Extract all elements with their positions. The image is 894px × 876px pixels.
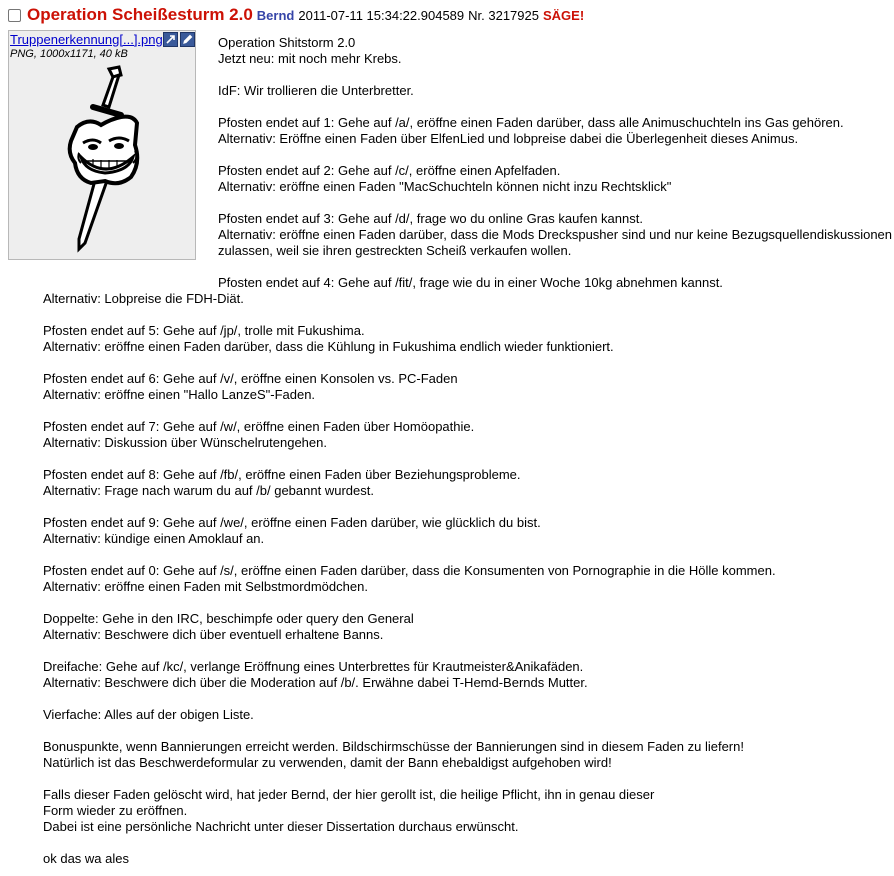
message-line: Dreifache: Gehe auf /kc/, verlange Eröffnung eines Unterbrettes für Krautmeister&Anikafäden.: [43, 659, 584, 674]
message-line: Pfosten endet auf 1: Gehe auf /a/, eröffne einen Faden darüber, dass alle Animuschuchteln ins Gas gehören.: [218, 115, 844, 130]
message-line: Alternativ: Beschwere dich über eventuell erhaltene Banns.: [43, 627, 384, 642]
message-line: Vierfache: Alles auf der obigen Liste.: [43, 707, 254, 722]
post-date: 2011-07-11 15:34:22.904589: [298, 7, 465, 23]
file-name-link[interactable]: Truppenerkennung[...].png: [10, 32, 163, 47]
message-line: Alternativ: kündige einen Amoklauf an.: [43, 531, 265, 546]
blank-line: [43, 259, 893, 275]
post-header: [8, 4, 584, 26]
blank-line: [43, 499, 893, 515]
blank-line: [43, 771, 893, 787]
message-line: Pfosten endet auf 2: Gehe auf /c/, eröffne einen Apfelfaden.: [218, 163, 561, 178]
blank-line: [43, 403, 893, 419]
blank-line: [43, 451, 893, 467]
message-line: Alternativ: eröffne einen Faden mit Selbstmordmödchen.: [43, 579, 368, 594]
post-subject: Operation Scheißesturm 2.0: [27, 5, 253, 24]
message-line: Alternativ: Diskussion über Wünschelrutengehen.: [43, 435, 327, 450]
message-line: Pfosten endet auf 9: Gehe auf /we/, eröffne einen Faden darüber, wie glücklich du bist.: [43, 515, 541, 530]
blank-line: [43, 723, 893, 739]
message-line: Natürlich ist das Beschwerdeformular zu verwenden, damit der Bann ehebaldigst aufgehoben wird!: [43, 755, 612, 770]
message-line: Operation Shitstorm 2.0: [218, 35, 356, 50]
blank-line: [43, 99, 893, 115]
message-line: Alternativ: Beschwere dich über die Moderation auf /b/. Erwähne dabei T-Hemd-Bernds Mutter.: [43, 675, 588, 690]
message-line: Bonuspunkte, wenn Bannierungen erreicht werden. Bildschirmschüsse der Bannierungen sind in diesem Faden zu liefern!: [43, 739, 744, 754]
message-line: ok das wa ales: [43, 851, 129, 866]
sage-label: SÄGE!: [542, 7, 585, 23]
blank-line: [43, 691, 893, 707]
message-line: Alternativ: eröffne einen Faden darüber, dass die Kühlung in Fukushima endlich wieder funktioniert.: [43, 339, 614, 354]
message-line: Alternativ: Lobpreise die FDH-Diät.: [43, 291, 244, 306]
message-line: Pfosten endet auf 3: Gehe auf /d/, frage wo du online Gras kaufen kannst.: [218, 211, 643, 226]
message-line: Alternativ: eröffne einen Faden "MacSchuchteln können nicht inzu Rechtsklick": [218, 179, 672, 194]
message-line: Pfosten endet auf 5: Gehe auf /jp/, trolle mit Fukushima.: [43, 323, 365, 338]
message-line: Doppelte: Gehe in den IRC, beschimpfe oder query den General: [43, 611, 414, 626]
poster-name: Bernd: [256, 7, 295, 23]
blank-line: [43, 195, 893, 211]
message-line: Jetzt neu: mit noch mehr Krebs.: [218, 51, 402, 66]
message-line: Falls dieser Faden gelöscht wird, hat jeder Bernd, der hier gerollt ist, die heilige Pflicht, ihn in genau dieser: [43, 787, 655, 802]
message-line: Alternativ: Frage nach warum du auf /b/ gebannt wurdest.: [43, 483, 374, 498]
message-line: Dabei ist eine persönliche Nachricht unter dieser Dissertation durchaus erwünscht.: [43, 819, 519, 834]
message-line: Pfosten endet auf 0: Gehe auf /s/, eröffne einen Faden darüber, dass die Konsumenten von Pornographie in die Hölle kommen.: [43, 563, 776, 578]
blank-line: [43, 147, 893, 163]
message-line: Alternativ: eröffne einen "Hallo LanzeS"-Faden.: [43, 387, 316, 402]
blank-line: [43, 547, 893, 563]
message-line: Alternativ: eröffne einen Faden darüber, dass die Mods Dreckspusher sind und nur keine Bezugsquellendiskussionen: [218, 227, 893, 242]
message-line: Form wieder zu eröffnen.: [43, 803, 188, 818]
blank-line: [43, 595, 893, 611]
file-info: PNG, 1000x1171, 40 kB: [10, 48, 128, 60]
post-message: [43, 35, 893, 867]
message-line: Pfosten endet auf 4: Gehe auf /fit/, frage wie du in einer Woche 10kg abnehmen kannst.: [218, 275, 723, 290]
message-line: Alternativ: Eröffne einen Faden über ElfenLied und lobpreise dabei die Überlegenheit dieses Animus.: [218, 131, 799, 146]
blank-line: [43, 835, 893, 851]
message-line: Pfosten endet auf 7: Gehe auf /w/, eröffne einen Faden über Homöopathie.: [43, 419, 475, 434]
message-line: Pfosten endet auf 8: Gehe auf /fb/, eröffne einen Faden über Beziehungsprobleme.: [43, 467, 521, 482]
blank-line: [43, 307, 893, 323]
message-line: Pfosten endet auf 6: Gehe auf /v/, eröffne einen Konsolen vs. PC-Faden: [43, 371, 458, 386]
post-number-link[interactable]: Nr. 3217925: [468, 7, 539, 23]
post-select-checkbox[interactable]: [8, 9, 21, 22]
message-line: IdF: Wir trollieren die Unterbretter.: [218, 83, 414, 98]
message-line: zulassen, weil sie ihren gestreckten Scheiß verkaufen wollen.: [218, 243, 572, 258]
blank-line: [43, 355, 893, 371]
blank-line: [43, 643, 893, 659]
blank-line: [43, 67, 893, 83]
